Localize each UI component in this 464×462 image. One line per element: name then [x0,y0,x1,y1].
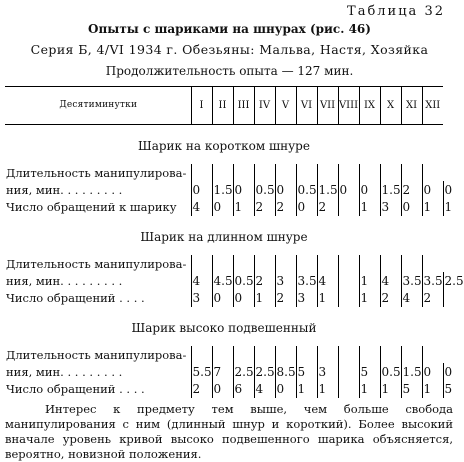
value-cell: 4 [191,272,212,289]
value-cell: 0.5 [234,273,254,288]
commentary-paragraph: Интерес к предмету тем выше, чем больше свобода манипулирования с ним (длинный шнур и короткий). Более высокий вначале уровень кривой высоко подвешенного шарика объясняется, вероятно, новизной положения. [5,402,453,461]
value-cell: 2.5 [255,364,275,379]
header-column-6: VI [296,87,317,125]
value-cell: 3.5 [297,273,317,288]
table-row [5,255,457,272]
empty-cell [254,255,275,272]
value-cell: 0 [296,199,317,216]
empty-cell [380,164,401,181]
value-cell: 1 [359,199,380,216]
value-cell: 2 [275,199,296,216]
value-cell: 4 [401,290,422,307]
value-cell: 5.5 [192,364,212,379]
empty-cell [401,255,422,272]
empty-cell [338,255,359,272]
empty-cell [401,346,422,363]
value-cell: 4.5 [213,273,233,288]
row-label: Длительность манипулирова- [6,165,187,180]
empty-cell [212,164,233,181]
header-column-4: IV [254,87,275,125]
value-cell: 3.5 [423,273,443,288]
value-cell: 0 [212,290,233,307]
table-row [5,381,457,398]
header-column-11: XI [401,87,422,125]
row-label: Число обращений . . . . [6,382,145,397]
empty-cell [296,164,317,181]
empty-cell [338,164,359,181]
value-cell: 2 [380,290,401,307]
value-cell: 5 [296,363,317,380]
header-column-1: I [191,87,212,125]
empty-cell [380,346,401,363]
value-cell: 3 [317,363,338,380]
value-cell: 1 [422,199,443,216]
value-cell: 1 [317,290,338,307]
header-column-10: X [380,87,401,125]
empty-cell [380,255,401,272]
value-cell: 0 [233,290,254,307]
value-cell: 1 [422,381,443,398]
spacer-cell [5,155,443,164]
value-cell: 0 [359,181,380,198]
value-cell: 1 [296,381,317,398]
value-cell: 2 [422,290,443,307]
header-column-12: XII [422,87,443,125]
empty-cell [254,164,275,181]
empty-cell [317,346,338,363]
value-cell: 4 [380,272,401,289]
row-label: Число обращений к шарику [6,200,177,215]
header-column-9: IX [359,87,380,125]
value-cell: 2 [275,290,296,307]
value-cell: 0 [443,363,457,380]
value-cell: 1 [254,290,275,307]
empty-cell [296,255,317,272]
row-label: ния, мин. . . . . . . . . [6,364,123,379]
value-cell: 3.5 [402,273,422,288]
section-title-row [5,307,457,337]
value-cell: 0 [191,181,212,198]
row-label: Длительность манипулирова- [6,256,187,271]
value-cell: 2 [191,381,212,398]
header-column-8: VIII [338,87,359,125]
table-row [5,181,457,198]
empty-cell [359,255,380,272]
spacer-cell [5,337,443,346]
value-cell: 5 [401,381,422,398]
value-cell [338,199,359,216]
section-title: Шарик высоко подвешенный [131,321,317,336]
value-cell: 3 [191,290,212,307]
value-cell: 2.5 [234,364,254,379]
header-row [5,87,457,125]
table-row [5,290,457,307]
value-cell: 1 [443,199,457,216]
value-cell: 4 [254,381,275,398]
header-label: Десятиминутки [5,87,191,125]
empty-cell [233,346,254,363]
empty-cell [233,255,254,272]
table-title: Опыты с шариками на шнурах (рис. 46) [88,22,371,36]
value-cell: 0 [422,363,443,380]
value-cell: 2 [254,199,275,216]
empty-cell [275,255,296,272]
empty-cell [422,255,443,272]
empty-cell [359,164,380,181]
header-column-3: III [233,87,254,125]
value-cell: 4 [191,199,212,216]
section-spacer [5,155,457,164]
empty-cell [401,164,422,181]
value-cell [443,290,457,307]
value-cell: 1 [317,381,338,398]
section-spacer [5,337,457,346]
section-title-row [5,216,457,246]
table-number: Таблица 32 [347,4,445,19]
empty-cell [233,164,254,181]
value-cell: 0 [275,381,296,398]
spacer-cell [5,246,443,255]
empty-cell [212,346,233,363]
table-row [5,164,457,181]
empty-cell [275,164,296,181]
data-table [5,86,464,398]
value-cell: 0 [338,181,359,198]
value-cell [338,381,359,398]
section-spacer [5,246,457,255]
table-row [5,363,457,380]
value-cell: 0 [212,199,233,216]
value-cell: 0.5 [381,364,401,379]
empty-cell [275,346,296,363]
empty-cell [359,346,380,363]
value-cell: 2 [401,181,422,198]
table-row [5,346,457,363]
value-cell: 0 [275,181,296,198]
value-cell: 5 [443,381,457,398]
value-cell [338,290,359,307]
value-cell: 2.5 [444,273,464,288]
value-cell: 1 [380,381,401,398]
value-cell: 8.5 [276,364,296,379]
value-cell: 2 [254,272,275,289]
value-cell: 6 [233,381,254,398]
empty-cell [254,346,275,363]
value-cell: 1.5 [213,182,233,197]
empty-cell [212,255,233,272]
empty-cell [317,255,338,272]
value-cell: 3 [296,290,317,307]
value-cell: 1 [359,272,380,289]
value-cell [338,272,359,289]
section-title-row [5,124,457,155]
empty-cell [338,346,359,363]
value-cell: 3 [380,199,401,216]
duration-line: Продолжительность опыта — 127 мин. [105,64,354,78]
header-column-2: II [212,87,233,125]
row-label: Число обращений . . . . [6,291,145,306]
value-cell: 0.5 [255,182,275,197]
section-title: Шарик на коротком шнуре [138,139,310,154]
value-cell: 0 [401,199,422,216]
value-cell: 1.5 [402,364,422,379]
value-cell: 0 [422,181,443,198]
table-row [5,199,457,216]
row-label: ния, мин. . . . . . . . . [6,273,123,288]
value-cell: 2 [317,199,338,216]
series-line: Серия Б, 4/VI 1934 г. Обезьяны: Мальва, Настя, Хозяйка [30,42,429,57]
value-cell: 1 [359,381,380,398]
value-cell: 1 [233,199,254,216]
row-label: ния, мин. . . . . . . . . [6,182,123,197]
value-cell: 1.5 [318,182,338,197]
header-column-5: V [275,87,296,125]
header-column-7: VII [317,87,338,125]
empty-cell [317,164,338,181]
value-cell: 7 [212,363,233,380]
value-cell: 0 [443,181,457,198]
table-row [5,272,457,289]
section-title: Шарик на длинном шнуре [140,230,308,245]
empty-cell [191,346,212,363]
row-label: Длительность манипулирова- [6,347,187,362]
empty-cell [191,164,212,181]
value-cell [338,363,359,380]
value-cell: 3 [275,272,296,289]
value-cell: 0 [233,181,254,198]
value-cell: 0 [212,381,233,398]
empty-cell [191,255,212,272]
value-cell: 4 [317,272,338,289]
value-cell: 0.5 [297,182,317,197]
empty-cell [422,346,443,363]
value-cell: 1 [359,290,380,307]
value-cell: 1.5 [381,182,401,197]
empty-cell [296,346,317,363]
empty-cell [422,164,443,181]
value-cell: 5 [359,363,380,380]
